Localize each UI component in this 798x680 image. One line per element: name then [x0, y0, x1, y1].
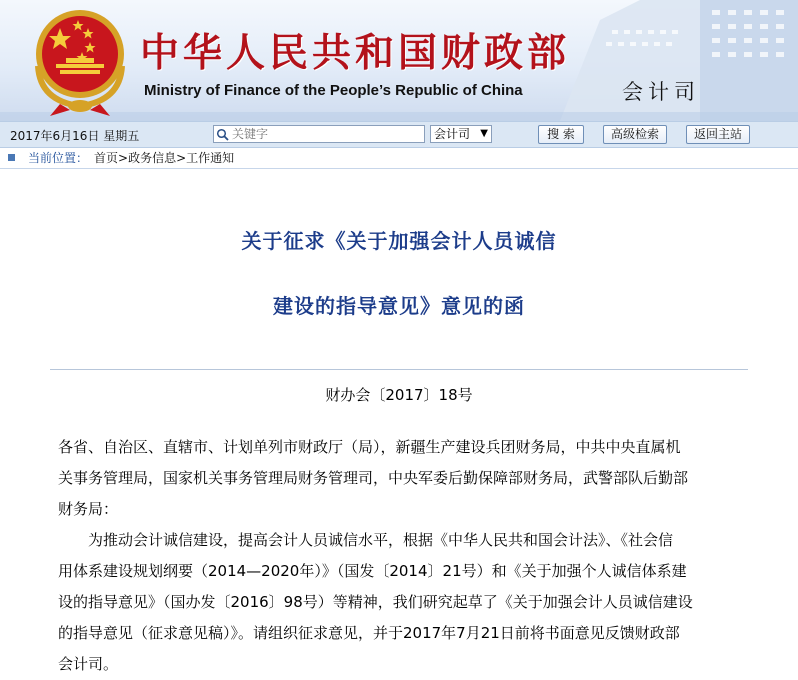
article-body — [58, 432, 748, 680]
body-line: 会计司。 — [58, 655, 119, 673]
body-line: 的指导意见（征求意见稿）》。请组织征求意见，并于2017年7月21日前将书面意见反馈财政部 — [58, 624, 680, 642]
breadcrumb-label: 当前位置： — [28, 151, 89, 165]
chevron-down-icon: ▼ — [480, 128, 488, 139]
document-number: 财办会〔2017〕18号 — [325, 386, 473, 404]
site-title-english: Ministry of Finance of the People’s Republic of China — [144, 82, 523, 99]
breadcrumb-separator: > — [118, 151, 129, 165]
site-banner — [0, 0, 798, 121]
search-button[interactable]: 搜 索 — [538, 125, 584, 144]
advanced-search-button[interactable]: 高级检索 — [603, 125, 667, 144]
search-icon — [216, 128, 229, 141]
search-input[interactable] — [232, 126, 420, 142]
search-toolbar — [0, 121, 798, 148]
recipients-line: 各省、自治区、直辖市、计划单列市财政厅（局），新疆生产建设兵团财务局，中共中央直属机 — [58, 438, 681, 456]
scope-select[interactable] — [430, 125, 492, 143]
breadcrumb-separator: > — [176, 151, 187, 165]
body-line: 用体系建设规划纲要（2014—2020年）》（国发〔2014〕21号）和《关于加强个人诚信体系建 — [58, 562, 687, 580]
breadcrumb-item-home[interactable]: 首页 — [94, 151, 119, 165]
breadcrumb-item-notices[interactable]: 工作通知 — [186, 151, 235, 165]
site-title-chinese: 中华人民共和国财政部 — [140, 31, 571, 76]
recipients-line: 关事务管理局，国家机关事务管理局财务管理司，中央军委后勤保障部财务局，武警部队后勤部 — [58, 469, 689, 487]
recipients-line: 财务局： — [58, 500, 119, 518]
body-line: 为推动会计诚信建设，提高会计人员诚信水平，根据《中华人民共和国会计法》、《社会信 — [88, 531, 674, 549]
body-line: 设的指导意见》（国办发〔2016〕98号）等精神，我们研究起草了《关于加强会计人员诚信建设 — [58, 593, 693, 611]
breadcrumb-item-news[interactable]: 政务信息 — [128, 151, 177, 165]
return-home-button[interactable]: 返回主站 — [686, 125, 750, 144]
scope-select-value: 会计司 — [434, 127, 471, 141]
current-date: 2017年6月16日 星期五 — [10, 129, 140, 143]
national-emblem — [30, 6, 130, 118]
breadcrumb-path — [94, 148, 234, 168]
title-divider — [50, 369, 748, 370]
department-name: 会计司 — [622, 80, 700, 104]
square-bullet-icon — [8, 154, 15, 161]
article-title-line-2: 建设的指导意见》意见的函 — [273, 294, 525, 318]
search-box[interactable] — [213, 125, 425, 143]
article-title-line-1: 关于征求《关于加强会计人员诚信 — [241, 229, 557, 253]
breadcrumb — [0, 148, 798, 169]
